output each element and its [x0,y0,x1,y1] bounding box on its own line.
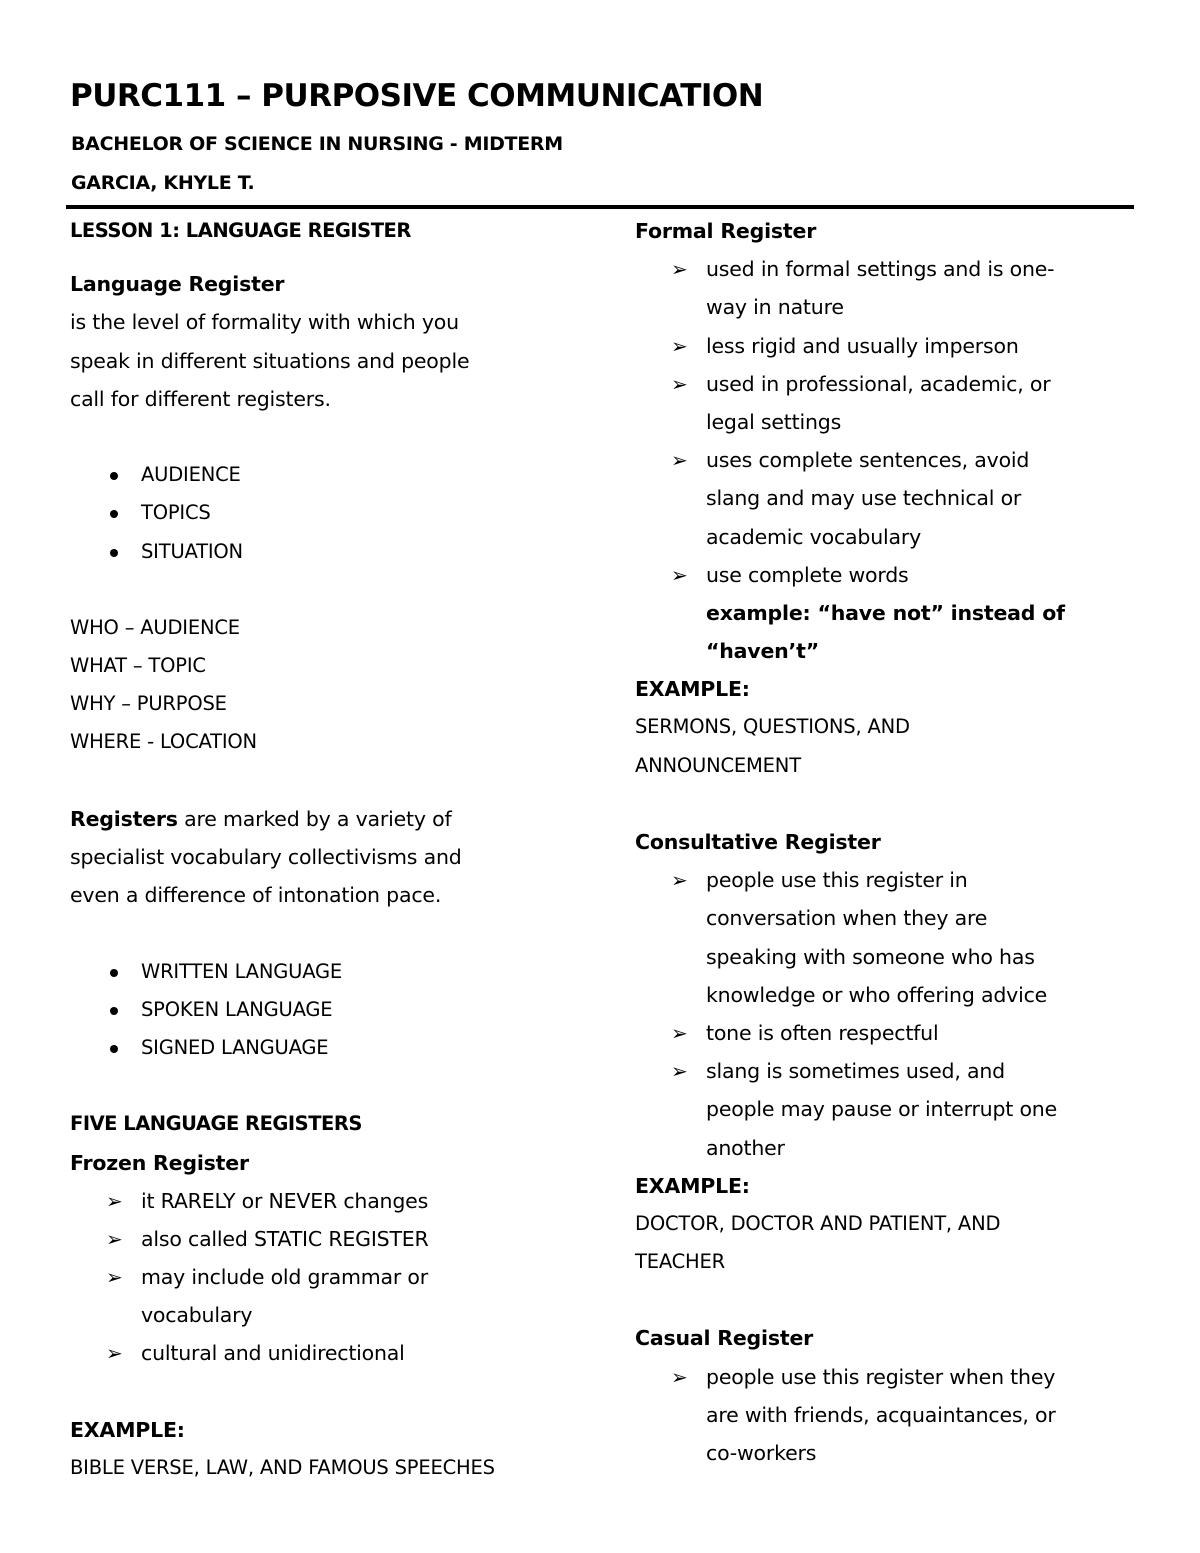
arrow-list-item [635,365,1135,441]
formal-note-line: example: “have not” instead of [706,600,1065,625]
arrow-list-item-text: knowledge or who offering advice [706,982,1048,1007]
arrow-list-item [635,441,1135,556]
arrow-list-item [635,861,1135,1014]
frozen-register-list [70,1182,610,1373]
document-subtitle: BACHELOR OF SCIENCE IN NURSING - MIDTERM [71,133,563,155]
arrow-list-item [635,1014,1135,1052]
arrow-list-item [635,1358,1135,1473]
arrow-list-item-text: uses complete sentences, avoid [706,448,1030,473]
arrow-list-item-text: slang and may use technical or [706,486,1022,511]
arrow-list-item-text: also called STATIC REGISTER [141,1226,429,1251]
arrow-list-item [635,250,1135,326]
frozen-register-heading: Frozen Register [70,1150,249,1175]
formal-example-line: ANNOUNCEMENT [635,753,801,777]
arrow-list-item-text: use complete words [706,562,909,587]
arrow-list-item [635,556,1135,594]
formal-example-line: SERMONS, QUESTIONS, AND [635,715,910,739]
consultative-register-list [635,861,1135,1167]
arrow-list-item-text: used in professional, academic, or [706,371,1051,396]
frozen-example: BIBLE VERSE, LAW, AND FAMOUS SPEECHES [70,1456,495,1479]
arrow-list-item-text: tone is often respectful [706,1020,939,1045]
bullet-dot-icon [110,969,118,977]
document-title: PURC111 – PURPOSIVE COMMUNICATION [70,78,764,114]
consultative-register-heading: Consultative Register [635,830,881,854]
arrow-bullet-icon: ➢ [671,868,688,893]
example-label: EXAMPLE: [635,1173,750,1198]
definition-line: is the level of formality with which you [70,310,459,335]
arrow-list-item-text: people may pause or interrupt one [706,1097,1057,1122]
arrow-list-item-text: are with friends, acquaintances, or [706,1402,1056,1427]
definition-heading: Language Register [70,272,285,297]
example-label: EXAMPLE: [635,677,750,702]
wh-question-line: WHO – AUDIENCE [70,615,240,639]
language-form-item: SIGNED LANGUAGE [70,1029,610,1067]
formal-register-heading: Formal Register [635,219,817,243]
registers-paragraph-line: even a difference of intonation pace. [70,883,442,908]
registers-paragraph-line: specialist vocabulary collectivisms and [70,845,462,869]
arrow-bullet-icon: ➢ [671,333,688,358]
factor-list-item: AUDIENCE [70,456,610,494]
arrow-list-item [70,1182,610,1220]
bullet-dot-icon [110,510,118,518]
bullet-dot-icon [110,1007,118,1015]
arrow-list-item-text: slang is sometimes used, and [706,1059,1005,1084]
arrow-list-item-text: conversation when they are [706,906,988,931]
five-registers-heading: FIVE LANGUAGE REGISTERS [70,1112,362,1136]
definition-line: call for different registers. [70,386,331,411]
left-column [70,212,610,1487]
arrow-list-item-text: co-workers [706,1441,817,1465]
arrow-bullet-icon: ➢ [671,1020,688,1045]
arrow-bullet-icon: ➢ [671,562,688,587]
arrow-bullet-icon: ➢ [106,1265,123,1290]
factor-list-item: TOPICS [70,494,610,532]
formal-note-line: “haven’t” [706,639,820,664]
arrow-list-item-text: it RARELY or NEVER changes [141,1188,429,1213]
arrow-bullet-icon: ➢ [106,1188,123,1213]
arrow-list-item-text: way in nature [706,295,844,320]
arrow-bullet-icon: ➢ [106,1341,123,1366]
header-divider [66,205,1134,209]
arrow-list-item-text: another [706,1135,785,1160]
language-form-item: SPOKEN LANGUAGE [70,991,610,1029]
casual-register-heading: Casual Register [635,1326,814,1351]
bullet-dot-icon [110,472,118,480]
arrow-list-item-text: legal settings [706,409,842,434]
right-column [635,212,1135,1472]
formal-register-list [635,250,1135,594]
factor-list-item: SITUATION [70,533,610,571]
example-label: EXAMPLE: [70,1417,185,1442]
arrow-bullet-icon: ➢ [671,1059,688,1084]
wh-question-line: WHY – PURPOSE [70,692,227,716]
wh-question-line: WHAT – TOPIC [70,654,206,678]
arrow-list-item-text: people use this register when they [706,1364,1056,1389]
casual-register-list [635,1358,1135,1473]
arrow-list-item [70,1258,610,1334]
arrow-bullet-icon: ➢ [671,1364,688,1389]
arrow-bullet-icon: ➢ [671,371,688,396]
consultative-example-line: DOCTOR, DOCTOR AND PATIENT, AND [635,1211,1001,1235]
arrow-list-item-text: less rigid and usually imperson [706,333,1019,358]
author-name: GARCIA, KHYLE T. [71,172,255,194]
lesson-heading: LESSON 1: LANGUAGE REGISTER [70,219,411,242]
arrow-list-item-text: vocabulary [141,1303,253,1328]
arrow-bullet-icon: ➢ [671,257,688,282]
arrow-list-item-text: people use this register in [706,868,968,893]
registers-paragraph-line: Registers are marked by a variety of [70,806,452,831]
arrow-list-item-text: may include old grammar or [141,1265,428,1290]
arrow-bullet-icon: ➢ [106,1226,123,1251]
arrow-bullet-icon: ➢ [671,448,688,473]
arrow-list-item-text: speaking with someone who has [706,944,1035,969]
consultative-example-line: TEACHER [635,1250,725,1274]
language-form-item: WRITTEN LANGUAGE [70,953,610,991]
wh-question-line: WHERE - LOCATION [70,730,257,754]
arrow-list-item-text: used in formal settings and is one- [706,257,1055,282]
arrow-list-item-text: academic vocabulary [706,524,922,549]
arrow-list-item [70,1334,610,1372]
definition-line: speak in different situations and people [70,348,470,373]
bullet-dot-icon [110,549,118,557]
arrow-list-item [635,1052,1135,1167]
arrow-list-item [70,1220,610,1258]
arrow-list-item [635,327,1135,365]
bullet-dot-icon [110,1045,118,1053]
registers-term: Registers [70,806,178,831]
arrow-list-item-text: cultural and unidirectional [141,1341,405,1366]
